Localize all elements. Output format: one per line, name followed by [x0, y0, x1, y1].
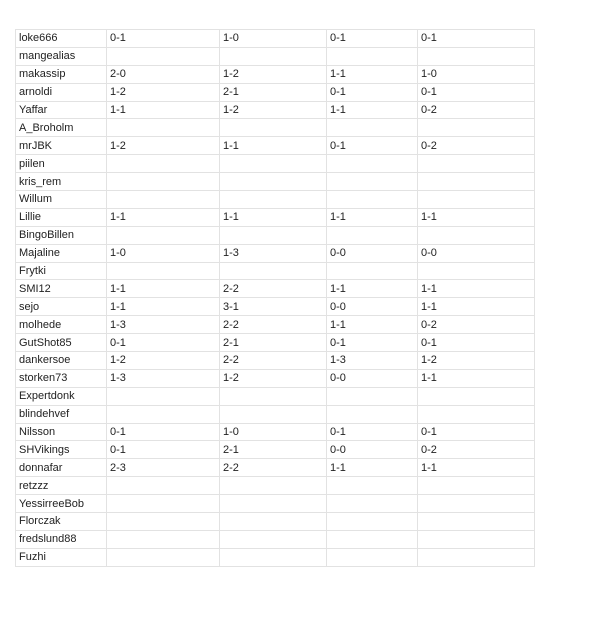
player-name-cell[interactable]: GutShot85	[16, 334, 107, 352]
player-name-cell[interactable]: SHVikings	[16, 441, 107, 459]
score-cell-4[interactable]	[418, 262, 535, 280]
score-cell-1[interactable]	[107, 548, 220, 566]
score-cell-2[interactable]: 2-2	[220, 316, 327, 334]
score-cell-1[interactable]: 2-0	[107, 65, 220, 83]
score-cell-3[interactable]: 0-1	[327, 423, 418, 441]
sheet-row	[16, 548, 535, 566]
sheet-row	[16, 369, 535, 387]
score-cell-4[interactable]: 0-2	[418, 441, 535, 459]
player-name-cell[interactable]: A_Broholm	[16, 119, 107, 137]
score-cell-3[interactable]	[327, 530, 418, 548]
player-name-cell[interactable]: Willum	[16, 191, 107, 209]
player-name-cell[interactable]: fredslund88	[16, 530, 107, 548]
score-cell-2[interactable]	[220, 155, 327, 173]
score-cell-2[interactable]	[220, 262, 327, 280]
player-name-cell[interactable]: kris_rem	[16, 173, 107, 191]
sheet-row	[16, 423, 535, 441]
score-cell-2[interactable]	[220, 495, 327, 513]
sheet-row	[16, 262, 535, 280]
score-cell-2[interactable]: 1-0	[220, 423, 327, 441]
sheet-row	[16, 530, 535, 548]
score-cell-2[interactable]: 1-0	[220, 30, 327, 48]
sheet-row	[16, 244, 535, 262]
score-cell-1[interactable]: 1-1	[107, 101, 220, 119]
score-cell-4[interactable]	[418, 155, 535, 173]
sheet-row	[16, 83, 535, 101]
score-cell-3[interactable]: 0-0	[327, 244, 418, 262]
score-cell-3[interactable]: 1-1	[327, 316, 418, 334]
score-cell-3[interactable]: 1-1	[327, 65, 418, 83]
score-cell-2[interactable]	[220, 513, 327, 531]
score-cell-2[interactable]: 1-3	[220, 244, 327, 262]
score-cell-1[interactable]	[107, 155, 220, 173]
score-cell-4[interactable]: 1-1	[418, 208, 535, 226]
score-cell-3[interactable]	[327, 226, 418, 244]
score-cell-1[interactable]	[107, 513, 220, 531]
score-cell-3[interactable]: 0-1	[327, 30, 418, 48]
score-cell-4[interactable]: 1-1	[418, 459, 535, 477]
sheet-row	[16, 513, 535, 531]
score-cell-4[interactable]	[418, 47, 535, 65]
score-cell-1[interactable]: 1-3	[107, 316, 220, 334]
sheet-row	[16, 30, 535, 48]
player-name-cell[interactable]: arnoldi	[16, 83, 107, 101]
player-name-cell[interactable]: Yaffar	[16, 101, 107, 119]
score-cell-3[interactable]: 0-1	[327, 83, 418, 101]
score-cell-1[interactable]: 2-3	[107, 459, 220, 477]
score-cell-1[interactable]	[107, 405, 220, 423]
sheet-row	[16, 298, 535, 316]
sheet-row	[16, 191, 535, 209]
score-cell-1[interactable]: 0-1	[107, 423, 220, 441]
score-cell-3[interactable]: 0-0	[327, 441, 418, 459]
score-cell-2[interactable]	[220, 47, 327, 65]
player-name-cell[interactable]: SMI12	[16, 280, 107, 298]
sheet-row	[16, 119, 535, 137]
score-cell-3[interactable]	[327, 513, 418, 531]
score-cell-1[interactable]	[107, 495, 220, 513]
score-cell-3[interactable]	[327, 119, 418, 137]
score-cell-2[interactable]	[220, 226, 327, 244]
score-cell-4[interactable]: 0-1	[418, 334, 535, 352]
sheet-row	[16, 65, 535, 83]
score-cell-4[interactable]	[418, 405, 535, 423]
sheet-row	[16, 477, 535, 495]
score-cell-1[interactable]: 1-1	[107, 298, 220, 316]
score-cell-1[interactable]	[107, 262, 220, 280]
score-cell-1[interactable]	[107, 477, 220, 495]
player-name-cell[interactable]: Expertdonk	[16, 387, 107, 405]
score-cell-4[interactable]	[418, 387, 535, 405]
player-name-cell[interactable]: loke666	[16, 30, 107, 48]
score-cell-2[interactable]	[220, 173, 327, 191]
player-name-cell[interactable]: storken73	[16, 369, 107, 387]
sheet-row	[16, 173, 535, 191]
score-cell-3[interactable]	[327, 495, 418, 513]
player-name-cell[interactable]: molhede	[16, 316, 107, 334]
score-cell-3[interactable]	[327, 173, 418, 191]
prediction-sheet-grid	[15, 29, 535, 567]
score-cell-1[interactable]: 1-0	[107, 244, 220, 262]
score-cell-3[interactable]	[327, 262, 418, 280]
score-cell-4[interactable]: 1-1	[418, 298, 535, 316]
player-name-cell[interactable]: Fuzhi	[16, 548, 107, 566]
score-cell-4[interactable]: 1-1	[418, 280, 535, 298]
score-cell-2[interactable]: 1-1	[220, 208, 327, 226]
player-name-cell[interactable]: piilen	[16, 155, 107, 173]
score-cell-2[interactable]	[220, 191, 327, 209]
score-cell-4[interactable]: 0-2	[418, 101, 535, 119]
score-cell-2[interactable]	[220, 530, 327, 548]
score-cell-1[interactable]	[107, 173, 220, 191]
score-cell-2[interactable]: 2-2	[220, 352, 327, 370]
score-cell-2[interactable]	[220, 387, 327, 405]
player-name-cell[interactable]: sejo	[16, 298, 107, 316]
score-cell-2[interactable]	[220, 119, 327, 137]
sheet-row	[16, 208, 535, 226]
sheet-row	[16, 441, 535, 459]
sheet-row	[16, 405, 535, 423]
sheet-body	[16, 30, 535, 567]
score-cell-2[interactable]: 1-1	[220, 137, 327, 155]
player-name-cell[interactable]: Nilsson	[16, 423, 107, 441]
sheet-row	[16, 226, 535, 244]
score-cell-4[interactable]: 0-1	[418, 83, 535, 101]
sheet-row	[16, 459, 535, 477]
score-cell-1[interactable]	[107, 530, 220, 548]
player-name-cell[interactable]: makassip	[16, 65, 107, 83]
score-cell-4[interactable]: 0-2	[418, 316, 535, 334]
score-cell-4[interactable]	[418, 530, 535, 548]
score-cell-4[interactable]: 0-0	[418, 244, 535, 262]
score-cell-4[interactable]: 0-2	[418, 137, 535, 155]
score-cell-3[interactable]: 1-1	[327, 101, 418, 119]
score-cell-4[interactable]	[418, 226, 535, 244]
player-name-cell[interactable]: Florczak	[16, 513, 107, 531]
score-cell-2[interactable]: 2-1	[220, 334, 327, 352]
score-cell-3[interactable]	[327, 387, 418, 405]
sheet-row	[16, 280, 535, 298]
score-cell-3[interactable]	[327, 405, 418, 423]
score-cell-3[interactable]: 1-1	[327, 280, 418, 298]
score-cell-3[interactable]: 0-0	[327, 298, 418, 316]
sheet-row	[16, 101, 535, 119]
score-cell-2[interactable]: 2-1	[220, 441, 327, 459]
score-cell-1[interactable]: 1-2	[107, 137, 220, 155]
score-cell-4[interactable]	[418, 477, 535, 495]
score-cell-1[interactable]: 0-1	[107, 334, 220, 352]
score-cell-2[interactable]: 2-1	[220, 83, 327, 101]
score-cell-1[interactable]	[107, 191, 220, 209]
score-cell-3[interactable]	[327, 477, 418, 495]
sheet-row	[16, 316, 535, 334]
score-cell-3[interactable]: 1-1	[327, 208, 418, 226]
score-cell-2[interactable]: 1-2	[220, 101, 327, 119]
sheet-row	[16, 352, 535, 370]
score-cell-2[interactable]	[220, 477, 327, 495]
player-name-cell[interactable]: Frytki	[16, 262, 107, 280]
score-cell-3[interactable]	[327, 548, 418, 566]
score-cell-2[interactable]	[220, 548, 327, 566]
sheet-row	[16, 137, 535, 155]
player-name-cell[interactable]: retzzz	[16, 477, 107, 495]
score-cell-3[interactable]	[327, 47, 418, 65]
player-name-cell[interactable]: Lillie	[16, 208, 107, 226]
score-cell-1[interactable]	[107, 387, 220, 405]
player-name-cell[interactable]: blindehvef	[16, 405, 107, 423]
player-name-cell[interactable]: Majaline	[16, 244, 107, 262]
score-cell-1[interactable]: 1-1	[107, 280, 220, 298]
score-cell-1[interactable]	[107, 226, 220, 244]
score-cell-2[interactable]: 2-2	[220, 280, 327, 298]
score-cell-2[interactable]: 1-2	[220, 369, 327, 387]
score-cell-4[interactable]: 0-1	[418, 423, 535, 441]
sheet-row	[16, 387, 535, 405]
score-cell-2[interactable]: 2-2	[220, 459, 327, 477]
score-cell-2[interactable]: 3-1	[220, 298, 327, 316]
sheet-row	[16, 334, 535, 352]
score-cell-1[interactable]: 0-1	[107, 30, 220, 48]
score-cell-1[interactable]: 0-1	[107, 441, 220, 459]
score-cell-1[interactable]: 1-3	[107, 369, 220, 387]
score-cell-3[interactable]: 1-1	[327, 459, 418, 477]
score-cell-1[interactable]: 1-2	[107, 352, 220, 370]
score-cell-2[interactable]: 1-2	[220, 65, 327, 83]
player-name-cell[interactable]: mangealias	[16, 47, 107, 65]
score-cell-1[interactable]	[107, 119, 220, 137]
score-cell-3[interactable]	[327, 155, 418, 173]
score-cell-1[interactable]	[107, 47, 220, 65]
score-cell-4[interactable]: 0-1	[418, 30, 535, 48]
score-cell-3[interactable]	[327, 191, 418, 209]
score-cell-4[interactable]: 1-0	[418, 65, 535, 83]
score-cell-4[interactable]	[418, 495, 535, 513]
score-cell-4[interactable]	[418, 548, 535, 566]
score-cell-3[interactable]: 1-3	[327, 352, 418, 370]
player-name-cell[interactable]: BingoBillen	[16, 226, 107, 244]
score-cell-3[interactable]: 0-1	[327, 334, 418, 352]
score-cell-1[interactable]: 1-2	[107, 83, 220, 101]
player-name-cell[interactable]: donnafar	[16, 459, 107, 477]
score-cell-4[interactable]	[418, 173, 535, 191]
sheet-row	[16, 495, 535, 513]
score-cell-4[interactable]: 1-1	[418, 369, 535, 387]
score-cell-4[interactable]	[418, 119, 535, 137]
score-cell-4[interactable]	[418, 513, 535, 531]
score-cell-4[interactable]	[418, 191, 535, 209]
score-cell-3[interactable]: 0-1	[327, 137, 418, 155]
score-cell-2[interactable]	[220, 405, 327, 423]
score-cell-4[interactable]: 1-2	[418, 352, 535, 370]
player-name-cell[interactable]: YessirreeBob	[16, 495, 107, 513]
player-name-cell[interactable]: dankersoe	[16, 352, 107, 370]
score-cell-1[interactable]: 1-1	[107, 208, 220, 226]
sheet-row	[16, 155, 535, 173]
score-cell-3[interactable]: 0-0	[327, 369, 418, 387]
player-name-cell[interactable]: mrJBK	[16, 137, 107, 155]
sheet-row	[16, 47, 535, 65]
